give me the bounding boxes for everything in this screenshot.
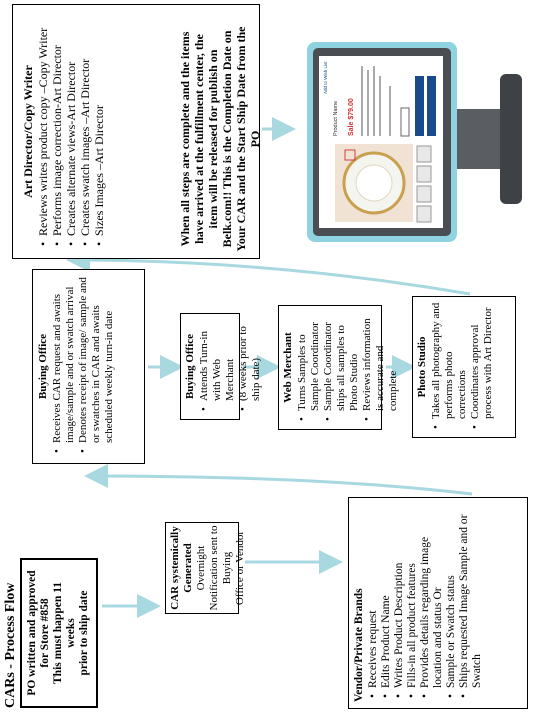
car-line2: Notification sent to Buying bbox=[208, 525, 233, 611]
web-item: • Turns Samples to Sample Coordinator bbox=[296, 310, 322, 425]
web-merchant-box bbox=[278, 305, 399, 430]
art-heading: Art Director/Copy Writer bbox=[21, 65, 35, 198]
web-item: • Reviews information is accurate and complete bbox=[361, 310, 400, 425]
buying2-item: • (8 weeks prior to ship date) bbox=[237, 318, 263, 415]
monitor-link: Add to Wish List bbox=[323, 61, 328, 94]
photo-heading: Photo Studio bbox=[416, 336, 428, 398]
buying1-list bbox=[51, 276, 116, 457]
photo-studio-box bbox=[412, 296, 516, 438]
completion-text: When all steps are complete and the items have arrived at the fulfillment center, the item will be released for publish on Belk.com!! This is the Completion Date on Your CAR and the Start Ship Date from the PO bbox=[178, 26, 262, 252]
po-line1: PO written and approved bbox=[26, 570, 38, 696]
buying2-heading: Buying Office bbox=[184, 333, 196, 400]
art-item: • Creates swatch images –Art Director bbox=[78, 13, 92, 250]
buying-office-box-1 bbox=[32, 269, 145, 464]
vendor-box bbox=[348, 497, 528, 709]
po-line3: This must happen 11 weeks bbox=[52, 582, 77, 684]
vendor-item: • Receives request bbox=[367, 504, 380, 702]
art-list bbox=[36, 13, 106, 250]
vendor-item: • Sample or Swatch status bbox=[445, 504, 458, 702]
art-item: • Performs image correction-Art Director bbox=[50, 13, 64, 250]
vendor-item: • Provides details regarding image location and status Or bbox=[419, 504, 445, 702]
car-line3: Office or Vendor bbox=[234, 530, 246, 606]
buying2-item: • Attends Turn-in with Web Merchant bbox=[198, 318, 237, 415]
buying2-list bbox=[198, 318, 263, 415]
vendor-item: • Fills-in all product features bbox=[406, 504, 419, 702]
monitor-icon bbox=[305, 6, 530, 244]
photo-item: • Coordinates approval process with Art Director bbox=[469, 301, 495, 433]
vendor-item: • Edits Product Name bbox=[380, 504, 393, 702]
car-line1: Overnight bbox=[195, 545, 207, 591]
po-line4: prior to ship date bbox=[78, 590, 90, 676]
buying1-item: • Receives CAR request and awaits image/sample and or swatch arrival bbox=[51, 276, 77, 457]
buying-office-box-2 bbox=[180, 313, 262, 420]
web-item: • Sample Coordinator ships all samples to Photo Studio bbox=[322, 310, 361, 425]
title: CARs - Process Flow bbox=[3, 582, 18, 708]
monitor-product-name: Product Name bbox=[333, 100, 339, 136]
vendor-item: • Ships requested Image Sample and or Swatch bbox=[458, 504, 484, 702]
vendor-item: • Writes Product Description bbox=[393, 504, 406, 702]
art-item: • Sizes Images –Art Director bbox=[92, 13, 106, 250]
art-item: • Creates alternate views-Art Director bbox=[64, 13, 78, 250]
buying1-item: • Denotes receipt of image/ sample and or swatches in CAR and awaits scheduled weekly turn-in date bbox=[77, 276, 116, 457]
art-item: • Reviews writes product copy –Copy Writer bbox=[36, 13, 50, 250]
car-heading: CAR systemically Generated bbox=[169, 526, 194, 610]
photo-list bbox=[430, 301, 495, 433]
buying1-heading: Buying Office bbox=[37, 333, 49, 400]
monitor-illustration bbox=[305, 6, 530, 244]
po-box bbox=[20, 558, 98, 708]
photo-item: • Takes all photography and performs photo corrections bbox=[430, 301, 469, 433]
web-list bbox=[296, 310, 400, 425]
vendor-list bbox=[367, 504, 484, 702]
arrow-vendor-to-buying bbox=[90, 476, 472, 494]
car-generated-box bbox=[165, 522, 246, 614]
web-heading: Web Merchant bbox=[282, 332, 294, 403]
monitor-price: Sale $79.00 bbox=[348, 98, 355, 136]
vendor-heading: Vendor/Private Brands bbox=[353, 588, 365, 702]
po-line2: for Store #858 bbox=[39, 598, 51, 668]
